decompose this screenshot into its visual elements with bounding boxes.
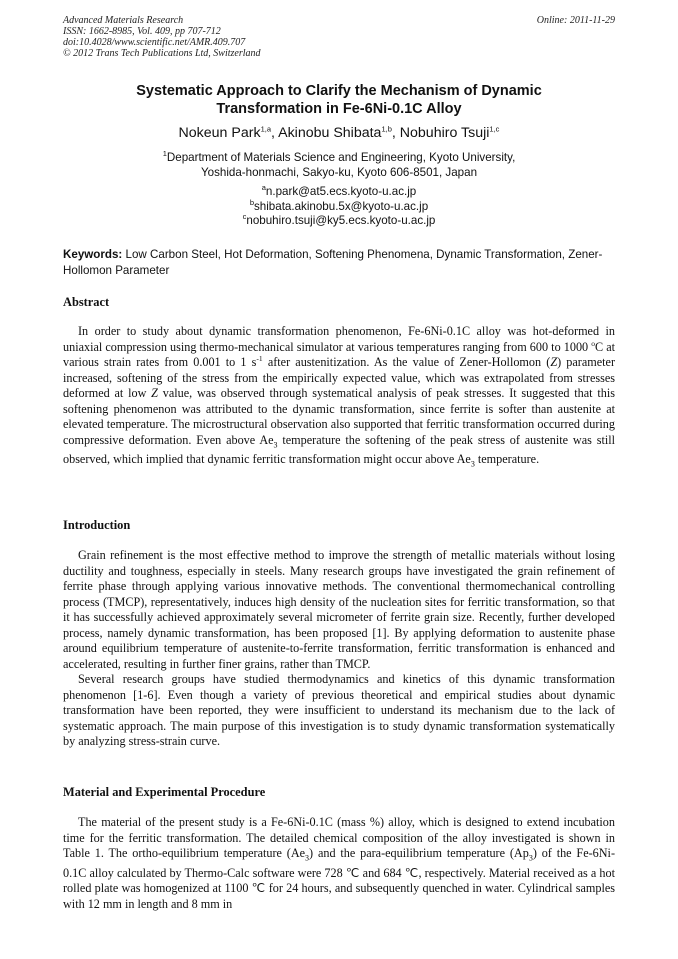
author-name: Nokeun Park [178,125,261,141]
paper-title [63,82,615,118]
email-address[interactable]: shibata.akinobu.5x@kyoto-u.ac.jp [253,199,429,213]
affiliation-line-1: Department of Materials Science and Engineering, Kyoto University, [166,151,516,164]
journal-name: Advanced Materials Research [63,15,184,26]
email-item [63,197,615,215]
author-name: Akinobu Shibata [278,125,382,141]
email-item [63,185,615,200]
issn-line: ISSN: 1662-8985, Vol. 409, pp 707-712 [63,26,221,37]
email-address[interactable]: n.park@at5.ecs.kyoto-u.ac.jp [265,185,417,198]
title-line-2: Transformation in Fe-6Ni-0.1C Alloy [216,101,462,117]
journal-header [63,15,261,59]
keywords-label: Keywords: [63,248,123,261]
copyright-line: © 2012 Trans Tech Publications Ltd, Switzerland [63,48,261,59]
author-list: Nokeun Park$^{1,a}$, Akinobu Shibata$^{1,b}$, Nobuhiro Tsuji$^{1,c}$ [178,124,500,141]
email-list [63,185,615,229]
keywords [63,247,615,278]
author-affil-sup: 1,b [381,124,392,134]
introduction-paragraph-1: Grain refinement is the most effective method to improve the strength of metallic materials without losing ductility and toughness, especially in steels. Many research groups have investigated the grain refinement of ferrite phase through applying various innovative methods. The conventional thermomechanical controlling process (TMCP), representatively, induces high density of the nucleation sites for ferritic transformation, so that it has successfully achieved approximately several micrometer of ferrite grain size. Recently, further developed process, namely dynamic transformation, has been proposed [1]. By applying deformation to austenite phase around equilibrium temperature of austenite-to-ferrite transformation, ferritic transformation is enhanced and accelerated, resulting in further finer grains, rather than TMCP. [63,548,615,671]
affiliation [63,150,615,180]
material-paragraph: The material of the present study is a Fe-6Ni-0.1C (mass %) alloy, which is designed to extend incubation time for the ferritic transformation. The detailed chemical composition of the alloy investigated is shown in Table 1. The ortho-equilibrium temperature $(Ae_3)$ and the para-equilibrium temperature $(Ap_3)$ of the Fe-6Ni-0.1C alloy calculated by Thermo-Calc software were 728 ℃ and 684 ℃, respectively. Material received as a hot rolled plate was homogenized at 1100 ℃ for 24 hours, and subsequently quenched in water. Cylindrical samples with 12 mm in length and 8 mm in [63,815,616,911]
email-sup: b [249,197,254,207]
introduction-body [63,548,615,750]
title-line-1: Systematic Approach to Clarify the Mechanism of Dynamic [136,83,542,99]
introduction-heading: Introduction [63,518,131,532]
affiliation-line-2: Yoshida-honmachi, Sakyo-ku, Kyoto 606-8501, Japan [200,166,478,179]
material-heading: Material and Experimental Procedure [63,785,266,799]
email-item [63,214,615,229]
author-affil-sup: 1,c [489,124,500,134]
online-date: Online: 2011-11-29 [536,15,615,26]
author-name: Nobuhiro Tsuji [399,125,490,141]
abstract-heading: Abstract [63,295,110,309]
email-address[interactable]: nobuhiro.tsuji@ky5.ecs.kyoto-u.ac.jp [246,214,436,227]
affiliation-sup: 1 [162,149,167,159]
introduction-paragraph-2: Several research groups have studied thermodynamics and kinetics of this dynamic transformation phenomenon [1-6]. Even though a variety of previous theoretical and empirical studies about dynamic transformation have been reported, they were insufficient to understand its mechanism due to the lack of systematic approach. The main purpose of this investigation is to study dynamic transformation systematically by analyzing stress-strain curve. [63,672,615,748]
email-sup: a [261,183,266,193]
email-sup: c [242,212,247,222]
author-affil-sup: 1,a [260,124,271,134]
abstract-paragraph: In order to study about dynamic transformation phenomenon, Fe-6Ni-0.1C alloy was hot-deformed in uniaxial compression using thermo-mechanical simulator at various temperatures ranging from 600 to 1000 $^o$C at various strain rates from 0.001 to 1 $s^{-1}$ after austenitization. As the value of Zener-Hollomon (Z) parameter increased, softening of the stress from the empirically expected value, which was extrapolated from stresses deformed at low Z value, was observed through systematical analysis of peak stresses. It suggested that this softening phenomenon was attributed to the dynamic transformation, since ferrite is softer than austenite at elevated temperature. The microstructural observation also supported that ferritic transformation occurred during compressive deformation. Even above $Ae_3$ temperature the softening of the peak stress of austenite was still observed, which implied that dynamic ferritic transformation might occur above $Ae_3$ temperature. [63,324,616,469]
keywords-text: Low Carbon Steel, Hot Deformation, Softening Phenomena, Dynamic Transformation, Zener-Hollomon Parameter [63,248,603,277]
doi-line[interactable]: doi:10.4028/www.scientific.net/AMR.409.707 [63,37,246,48]
